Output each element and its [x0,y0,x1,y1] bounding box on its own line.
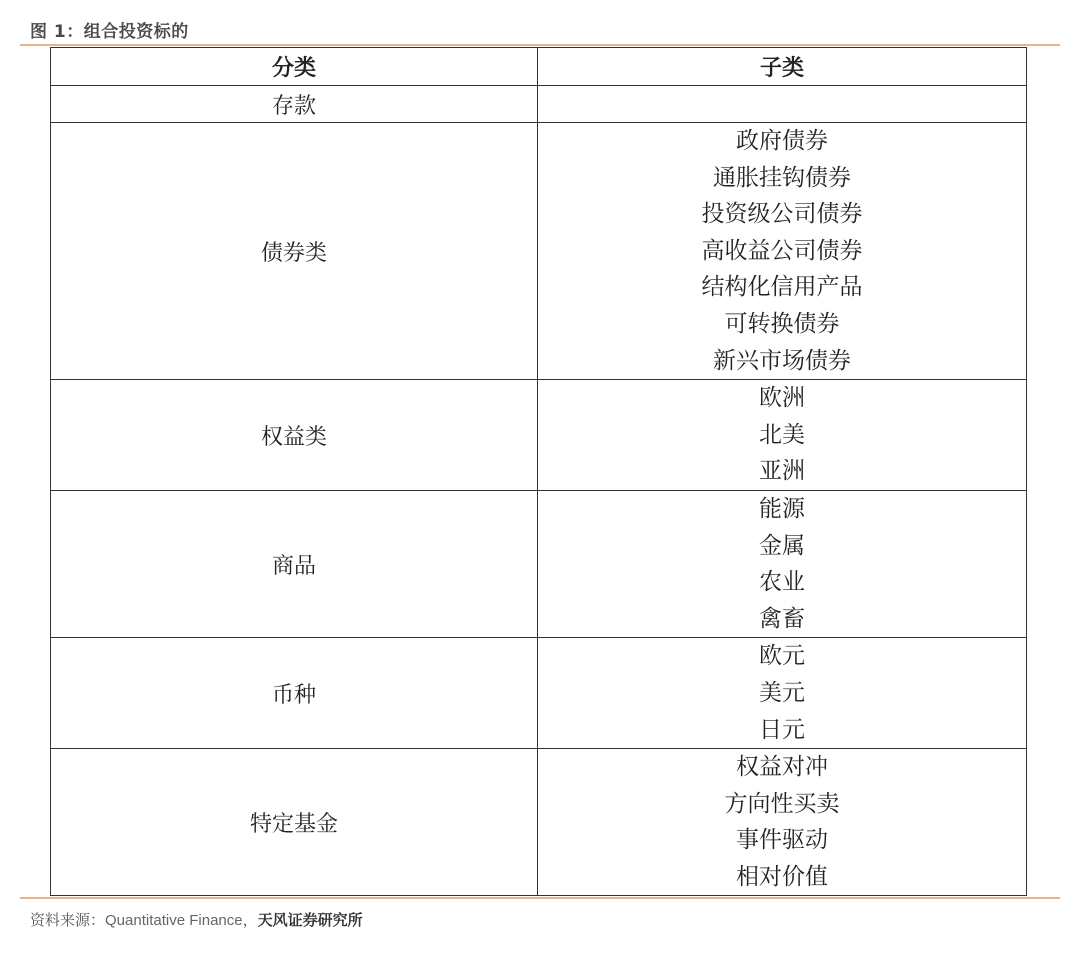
header-category: 分类 [51,48,538,86]
subcategory-item: 结构化信用产品 [701,274,863,301]
table-row [51,490,1027,637]
subcategory-item: 通胀挂钩债券 [713,164,851,191]
subcategory-item: 投资级公司债券 [701,201,863,228]
subcategory-cell [538,490,1027,637]
figure-title: 图 1：组合投资标的 [30,22,189,42]
category-cell: 币种 [51,638,538,749]
source-reference: Quantitative Finance [105,912,243,929]
category-cell: 权益类 [51,380,538,491]
subcategory-item: 欧洲 [759,385,805,412]
subcategory-cell [538,638,1027,749]
subcategory-item: 新兴市场债券 [713,347,851,374]
subcategory-item: 日元 [759,716,805,743]
subcategory-cell [538,380,1027,491]
header-row [51,48,1027,86]
subcategory-item: 亚洲 [759,458,805,485]
subcategory-item: 欧元 [759,643,805,670]
subcategory-item: 政府债券 [736,128,828,154]
subcategory-item: 相对价值 [736,863,828,890]
subcategory-item: 方向性买卖 [724,790,840,817]
subcategory-item: 美元 [759,679,805,706]
table-row [51,123,1027,380]
subcategory-item: 能源 [759,495,805,522]
table-row [51,638,1027,749]
category-cell: 特定基金 [51,749,538,896]
subcategory-cell [538,749,1027,896]
header-subcategory: 子类 [538,48,1027,86]
source-label: 资料来源： [30,911,106,929]
portfolio-table [50,47,1027,896]
subcategory-cell [538,123,1027,380]
source-separator: ， [242,911,258,929]
table-row [51,380,1027,491]
table-row [51,749,1027,896]
subcategory-item: 事件驱动 [736,827,828,854]
source-note [30,909,363,930]
table-row [51,86,1027,123]
category-cell: 商品 [51,490,538,637]
subcategory-item: 权益对冲 [736,754,828,781]
source-organization: 天风证券研究所 [257,911,363,929]
subcategory-item: 禽畜 [759,605,805,632]
subcategory-item: 农业 [759,569,805,596]
subcategory-item: 高收益公司债券 [701,237,863,264]
category-cell: 债券类 [51,123,538,380]
subcategory-cell [538,86,1027,123]
bottom-rule [20,897,1060,899]
subcategory-item: 可转换债券 [724,310,840,337]
subcategory-item: 金属 [759,532,805,559]
category-cell: 存款 [51,86,538,123]
subcategory-item: 北美 [759,421,805,448]
top-rule [20,44,1060,46]
